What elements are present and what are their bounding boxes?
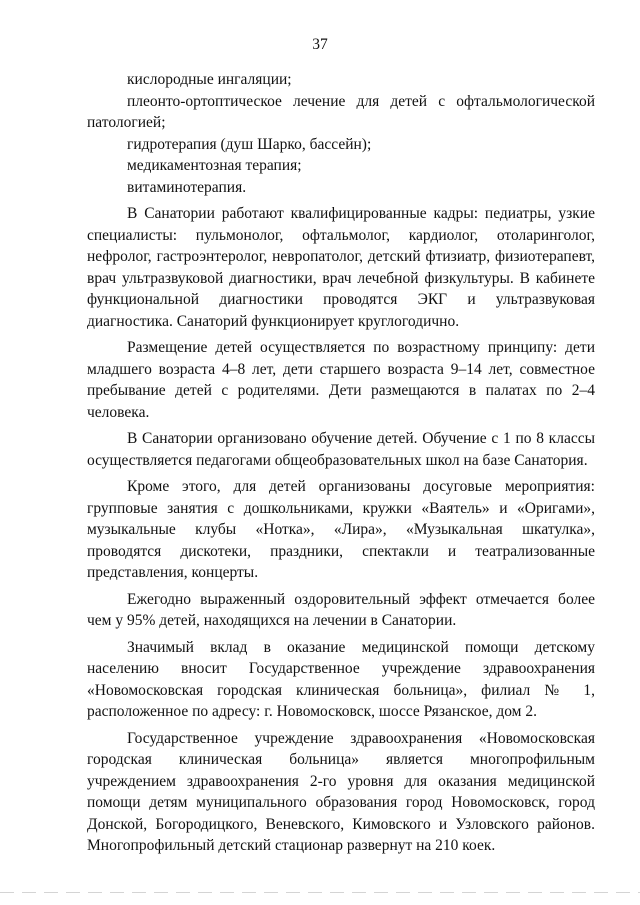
paragraph-staff: В Санатории работают квалифицированные кадры: педиатры, узкие специалисты: пульмонолог, офтальмолог, кардиолог, отоларинголог, нефролог, гастроэнтеролог, невропатолог, детский фтизиатр, физиотерапевт, врач ультразвуковой диагностики, врач лечебной физкультуры. В кабинете функциональной диагностики проводятся ЭКГ и ультразвуковая диагностика. Санаторий функционирует круглогодично.	[87, 205, 595, 330]
paragraph-hospital-branch: Значимый вклад в оказание медицинской помощи детскому населению вносит Государственное учреждение здравоохранения «Новомосковская городская клиническая больница», филиал № 1, расположенное по адресу: г. Новомосковск, шоссе Рязанское, дом 2.	[87, 638, 595, 720]
list-item-drug-therapy: медикаментозная терапия;	[127, 157, 302, 174]
scan-artifact-line	[0, 892, 640, 893]
paragraph-hospital-profile: Государственное учреждение здравоохранения «Новомосковская городская клиническая больница» является многопрофильным учреждением здравоохранения 2-го уровня для оказания медицинской помощи детям муниципального образования город Новомосковск, город Донской, Богородицкого, Веневского, Кимовского и Узловского районов. Многопрофильный детский стационар развернут на 210 коек.	[87, 729, 595, 854]
paragraph-leisure: Кроме этого, для детей организованы досуговые мероприятия: групповые занятия с дошкольниками, кружки «Ваятель» и «Оригами», музыкальные клубы «Нотка», «Лира», «Музыкальная шкатулка», проводятся дискотеки, праздники, спектакли и театрализованные представления, концерты.	[87, 478, 595, 581]
list-item-hydrotherapy: гидротерапия (душ Шарко, бассейн);	[127, 135, 372, 153]
paragraph-effect: Ежегодно выраженный оздоровительный эффект отмечается более чем у 95% детей, находящихся на лечении в Санатории.	[87, 590, 595, 629]
list-item-pleopto-orthoptic: плеонто-ортоптическое лечение для детей с офтальмологической патологией;	[87, 92, 595, 131]
list-item-vitamin-therapy: витаминотерапия.	[127, 178, 247, 196]
document-body	[87, 69, 595, 857]
page-number: 37	[312, 36, 328, 53]
list-item-oxygen-inhalation: кислородные ингаляции;	[127, 71, 292, 88]
paragraph-placement: Размещение детей осуществляется по возрастному принципу: дети младшего возраста 4–8 лет, дети старшего возраста 9–14 лет, совместное пребывание детей с родителями. Дети размещаются в палатах по 2–4 человека.	[87, 339, 595, 421]
paragraph-education: В Санатории организовано обучение детей. Обучение с 1 по 8 классы осуществляется педагогами общеобразовательных школ на базе Санатория.	[87, 430, 595, 469]
